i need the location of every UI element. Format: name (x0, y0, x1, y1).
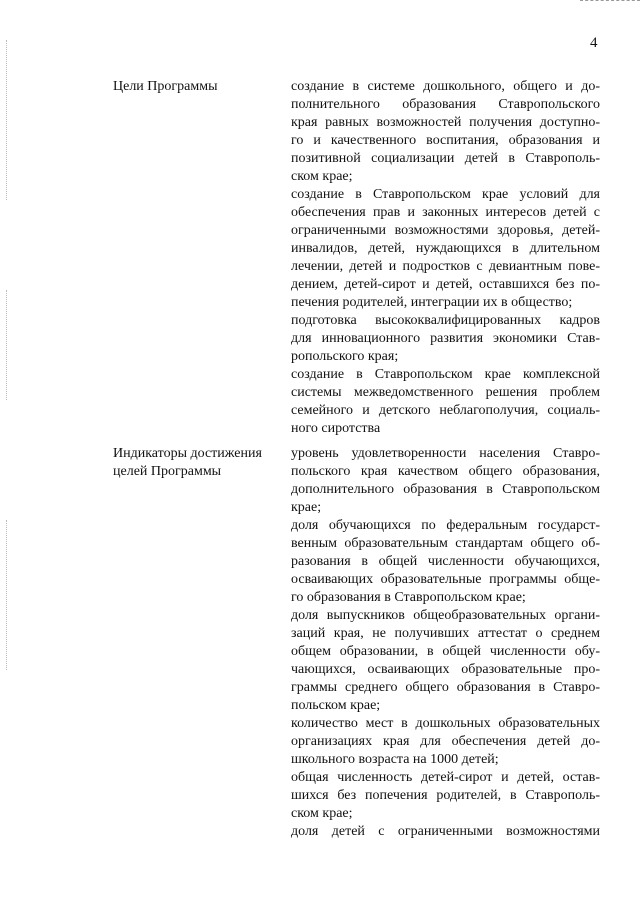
indicator-item (291, 823, 600, 841)
section-label-goals (113, 78, 283, 96)
page-number: 4 (590, 35, 598, 51)
text-line: чающихся, осваивающих образовательные про- (291, 662, 600, 677)
text-line: польского края качеством общего образования, (291, 464, 600, 479)
scan-margin-mark (6, 290, 8, 400)
text-line: го образования в Ставропольском крае; (291, 590, 526, 605)
section-content-indicators (291, 445, 600, 841)
text-line: го и качественного воспитания, образования и (291, 133, 600, 148)
text-line: ском крае; (291, 806, 353, 821)
text-line: осваивающих образовательные программы обще- (291, 572, 600, 587)
text-line: разования в общей численности обучающихся, (291, 554, 600, 569)
text-line: обеспечения прав и законных интересов детей с (291, 205, 600, 220)
text-line: граммы среднего общего образования в Ставро- (291, 680, 600, 695)
text-line: ограниченными возможностями здоровья, детей- (291, 223, 600, 238)
text-line: для инновационного развития экономики Став- (291, 331, 600, 346)
text-line: количество мест в дошкольных образовательных (291, 716, 600, 731)
goal-item (291, 366, 600, 438)
section-content-goals (291, 78, 600, 438)
goal-item (291, 312, 600, 366)
text-line: семейного и детского неблагополучия, социаль- (291, 403, 600, 418)
text-line: создание в Ставропольском крае условий для (291, 187, 600, 202)
text-line: школьного возраста на 1000 детей; (291, 752, 499, 767)
text-line: ного сиротства (291, 421, 381, 436)
section-label-line: Цели Программы (113, 79, 218, 94)
indicator-item (291, 607, 600, 715)
text-line: позитивной социализации детей в Ставрополь- (291, 151, 600, 166)
section-label-line: целей Программы (113, 464, 222, 479)
goal-item (291, 186, 600, 312)
text-line: общем образовании, в общей численности обу- (291, 644, 600, 659)
indicator-item (291, 769, 600, 823)
text-line: полнительного образования Ставропольского (291, 97, 600, 112)
text-line: заций края, не получивших аттестат о среднем (291, 626, 600, 641)
text-line: венным образовательным стандартам общего об- (291, 536, 600, 551)
section-label-indicators (113, 445, 283, 481)
text-line: польском крае; (291, 698, 381, 713)
text-line: дополнительного образования в Ставропольском (291, 482, 600, 497)
text-line: общая численность детей-сирот и детей, остав- (291, 770, 600, 785)
goal-item (291, 78, 600, 186)
text-line: печения родителей, интеграции их в общество; (291, 295, 573, 310)
indicator-item (291, 445, 600, 517)
text-line: крае; (291, 500, 322, 515)
text-line: доля выпускников общеобразовательных органи- (291, 608, 600, 623)
scan-edge-mark (580, 0, 640, 4)
text-line: системы межведомственного решения проблем (291, 385, 600, 400)
text-line: инвалидов, детей, нуждающихся в длительном (291, 241, 600, 256)
text-line: дением, детей-сирот и детей, оставшихся без по- (291, 277, 600, 292)
text-line: создание в системе дошкольного, общего и до- (291, 79, 600, 94)
scan-margin-mark (6, 520, 8, 670)
text-line: шихся без попечения родителей, в Ставрополь- (291, 788, 600, 803)
text-line: доля детей с ограниченными возможностями (291, 824, 600, 839)
text-line: подготовка высококвалифицированных кадров (291, 313, 600, 328)
text-line: лечении, детей и подростков с девиантным пове- (291, 259, 600, 274)
section-label-line: Индикаторы достижения (113, 446, 262, 461)
text-line: края равных возможностей получения доступно- (291, 115, 600, 130)
text-line: организациях края для обеспечения детей до- (291, 734, 600, 749)
text-line: ском крае; (291, 169, 353, 184)
indicator-item (291, 517, 600, 607)
text-line: доля обучающихся по федеральным государст- (291, 518, 600, 533)
text-line: ропольского края; (291, 349, 399, 364)
text-line: уровень удовлетворенности населения Ставро- (291, 446, 600, 461)
scan-margin-mark (6, 40, 8, 200)
text-line: создание в Ставропольском крае комплексной (291, 367, 600, 382)
indicator-item (291, 715, 600, 769)
